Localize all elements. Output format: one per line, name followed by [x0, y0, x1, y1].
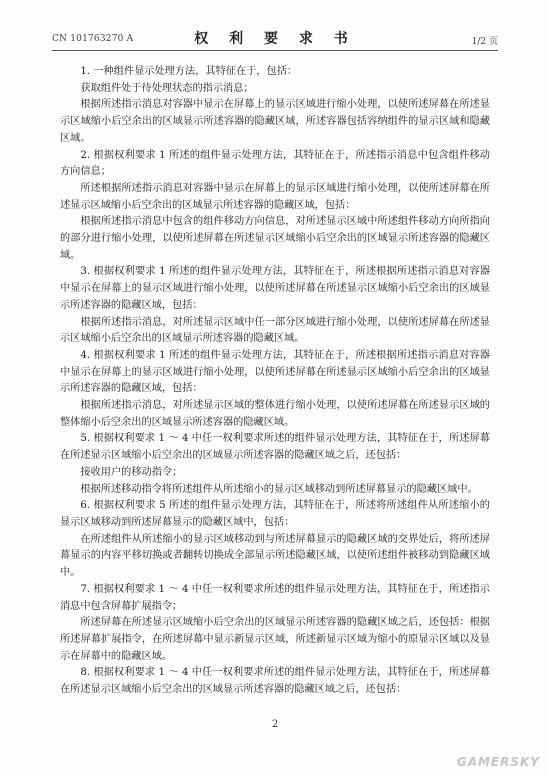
claim-paragraph: 5. 根据权利要求 1 ～ 4 中任一权利要求所述的组件显示处理方法，其特征在于，所述屏幕在所述显示区域缩小后空余出的区域显示所述容器的隐藏区域之后，还包括： — [60, 433, 490, 462]
claim-paragraph: 1. 一种组件显示处理方法，其特征在于，包括： — [80, 66, 298, 77]
claim-paragraph: 在所述组件从所述缩小的显示区域移动到与所述屏幕显示的隐藏区域的交界处后，将所述屏幕显示的内容平移切换或者翻转切换成全部显示所述隐藏区域，以使所述组件被移动到隐藏区域中。 — [60, 533, 490, 579]
claim-paragraph: 6. 根据权利要求 5 所述的组件显示处理方法，其特征在于，所述将所述组件从所述缩小的显示区域移动到所述屏幕显示的隐藏区域中，包括： — [60, 500, 490, 528]
claim-paragraph: 2. 根据权利要求 1 所述的组件显示处理方法，其特征在于，所述指示消息中包含组件移动方向信息； — [60, 149, 490, 178]
claim-paragraph: 所述根据所述指示消息对容器中显示在屏幕上的显示区域进行缩小处理，以使所述屏幕在所述显示区域缩小后空余出的区域显示所述容器的隐藏区域，包括： — [60, 182, 490, 211]
claim-paragraph: 根据所述指示消息中包含的组件移动方向信息，对所述显示区域中所述组件移动方向所指向的部分进行缩小处理，以使所述屏幕在所述显示区域缩小后空余出的区域显示所述容器的隐藏区域。 — [60, 216, 490, 261]
claim-paragraph: 接收用户的移动指令； — [80, 466, 183, 478]
claim-paragraph: 7. 根据权利要求 1 ～ 4 中任一权利要求所述的组件显示处理方法，其特征在于，所述指示消息中包含屏幕扩展指令； — [60, 583, 490, 612]
claim-paragraph: 根据所述指示消息对容器中显示在屏幕上的显示区域进行缩小处理，以使所述屏幕在所述显示区域缩小后空余出的区域显示所述容器的隐藏区域，所述容器包括容纳组件的显示区域和隐藏区域。 — [60, 99, 490, 144]
page-indicator: 1/2 页 — [471, 37, 498, 47]
claim-paragraph: 获取组件处于待处理状态的指示消息； — [80, 82, 254, 94]
claim-paragraph: 根据所述移动指令将所述组件从所述缩小的显示区域移动到所述屏幕显示的隐藏区域中。 — [80, 483, 478, 495]
page-header — [52, 28, 498, 50]
claims-body — [60, 64, 490, 699]
page-number: 2 — [271, 719, 279, 730]
document-title: 权 利 要 求 书 — [194, 31, 356, 47]
claim-paragraph: 所述屏幕在所述显示区域缩小后空余出的区域显示所述容器的隐藏区域之后，还包括：根据所述屏幕扩展指令，在所述屏幕中显示新显示区域，所述新显示区域为缩小的原显示区域以及显示在屏幕中的隐藏区域。 — [60, 617, 490, 662]
claim-paragraph: 根据所述指示消息，对所述显示区域中任一部分区域进行缩小处理，以使所述屏幕在所述显示区域缩小后空余出的区域显示所述容器的隐藏区域。 — [60, 316, 490, 345]
publication-number: CN 101763270 A — [52, 34, 134, 44]
claim-paragraph: 8. 根据权利要求 1 ～ 4 中任一权利要求所述的组件显示处理方法，其特征在于，所述屏幕在所述显示区域缩小后空余出的区域显示所述容器的隐藏区域之后，还包括： — [60, 667, 490, 696]
watermark-logo: GAMERSKY — [456, 755, 540, 769]
claim-paragraph: 根据所述指示消息，对所述显示区域的整体进行缩小处理，以使所述屏幕在所述显示区域的整体缩小后空余出的区域显示所述容器的隐藏区域。 — [60, 400, 490, 428]
claim-paragraph: 3. 根据权利要求 1 所述的组件显示处理方法，其特征在于，所述根据所述指示消息对容器中显示在屏幕上的显示区域进行缩小处理，以使所述屏幕在所述显示区域缩小后空余出的区域显示所述容器的隐藏区域，包括： — [60, 266, 490, 311]
claim-paragraph: 4. 根据权利要求 1 所述的组件显示处理方法，其特征在于，所述根据所述指示消息对容器中显示在屏幕上的显示区域进行缩小处理，以使所述屏幕在所述显示区域缩小后空余出的区域显示所述容器的隐藏区域，包括： — [60, 349, 490, 395]
header-rule — [52, 50, 498, 51]
